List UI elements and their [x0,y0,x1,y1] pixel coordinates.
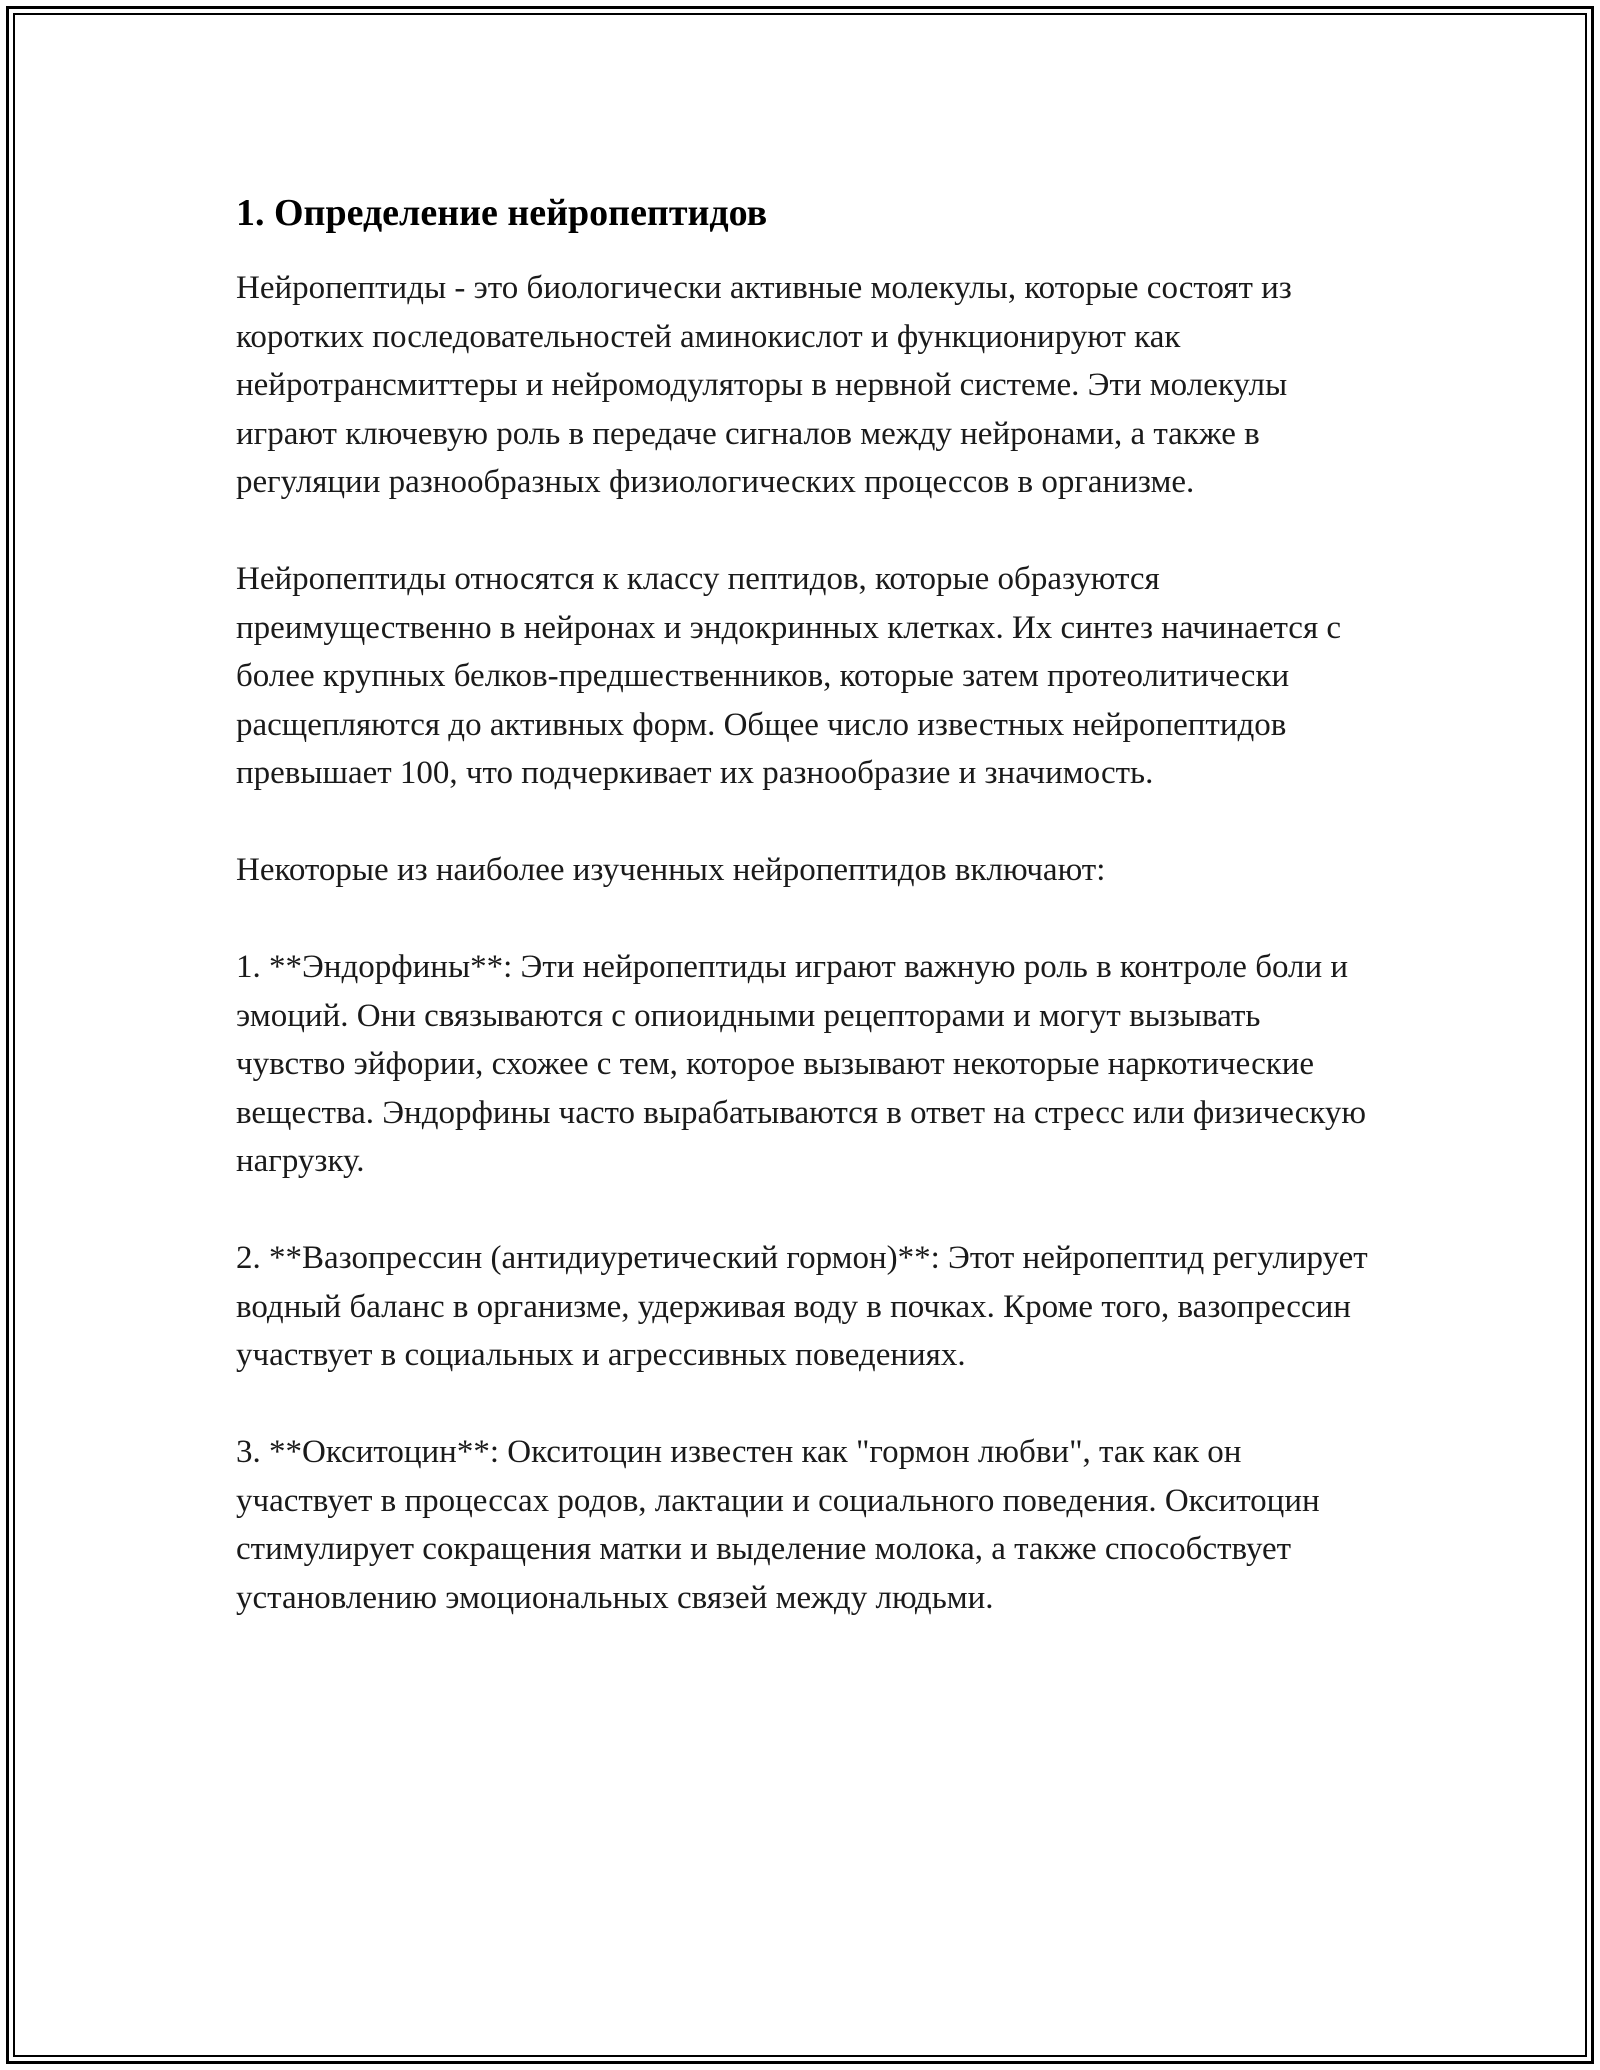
list-item-oxytocin: 3. **Окситоцин**: Окситоцин известен как "гормон любви", так как он участвует в процессах родов, лактации и социального поведения. Окситоцин стимулирует сокращения матки и выделение молока, а также способствует установлению эмоциональных связей между людьми. [236,1434,1320,1616]
document-body [236,188,1376,1622]
list-item-vasopressin: 2. **Вазопрессин (антидиуретический гормон)**: Этот нейропептид регулирует водный баланс в организме, удерживая воду в почках. Кроме того, вазопрессин участвует в социальных и агрессивных поведениях. [236,1240,1368,1373]
paragraph-definition: Нейропептиды - это биологически активные молекулы, которые состоят из коротких последовательностей аминокислот и функционируют как нейротрансмиттеры и нейромодуляторы в нервной системе. Эти молекулы играют ключевую роль в передаче сигналов между нейронами, а также в регуляции разнообразных физиологических процессов в организме. [236,270,1292,500]
paragraph-list-intro: Некоторые из наиболее изученных нейропептидов включают: [236,852,1106,888]
list-item-endorphins: 1. **Эндорфины**: Эти нейропептиды играют важную роль в контроле боли и эмоций. Они связываются с опиоидными рецепторами и могут вызывать чувство эйфории, схожее с тем, которое вызывают некоторые наркотические вещества. Эндорфины часто вырабатываются в ответ на стресс или физическую нагрузку. [236,949,1367,1179]
section-heading: 1. Определение нейропептидов [236,192,768,234]
paragraph-classification: Нейропептиды относятся к классу пептидов, которые образуются преимущественно в нейронах и эндокринных клетках. Их синтез начинается с более крупных белков-предшественников, которые затем протеолитически расщепляются до активных форм. Общее число известных нейропептидов превышает 100, что подчеркивает их разнообразие и значимость. [236,561,1342,791]
